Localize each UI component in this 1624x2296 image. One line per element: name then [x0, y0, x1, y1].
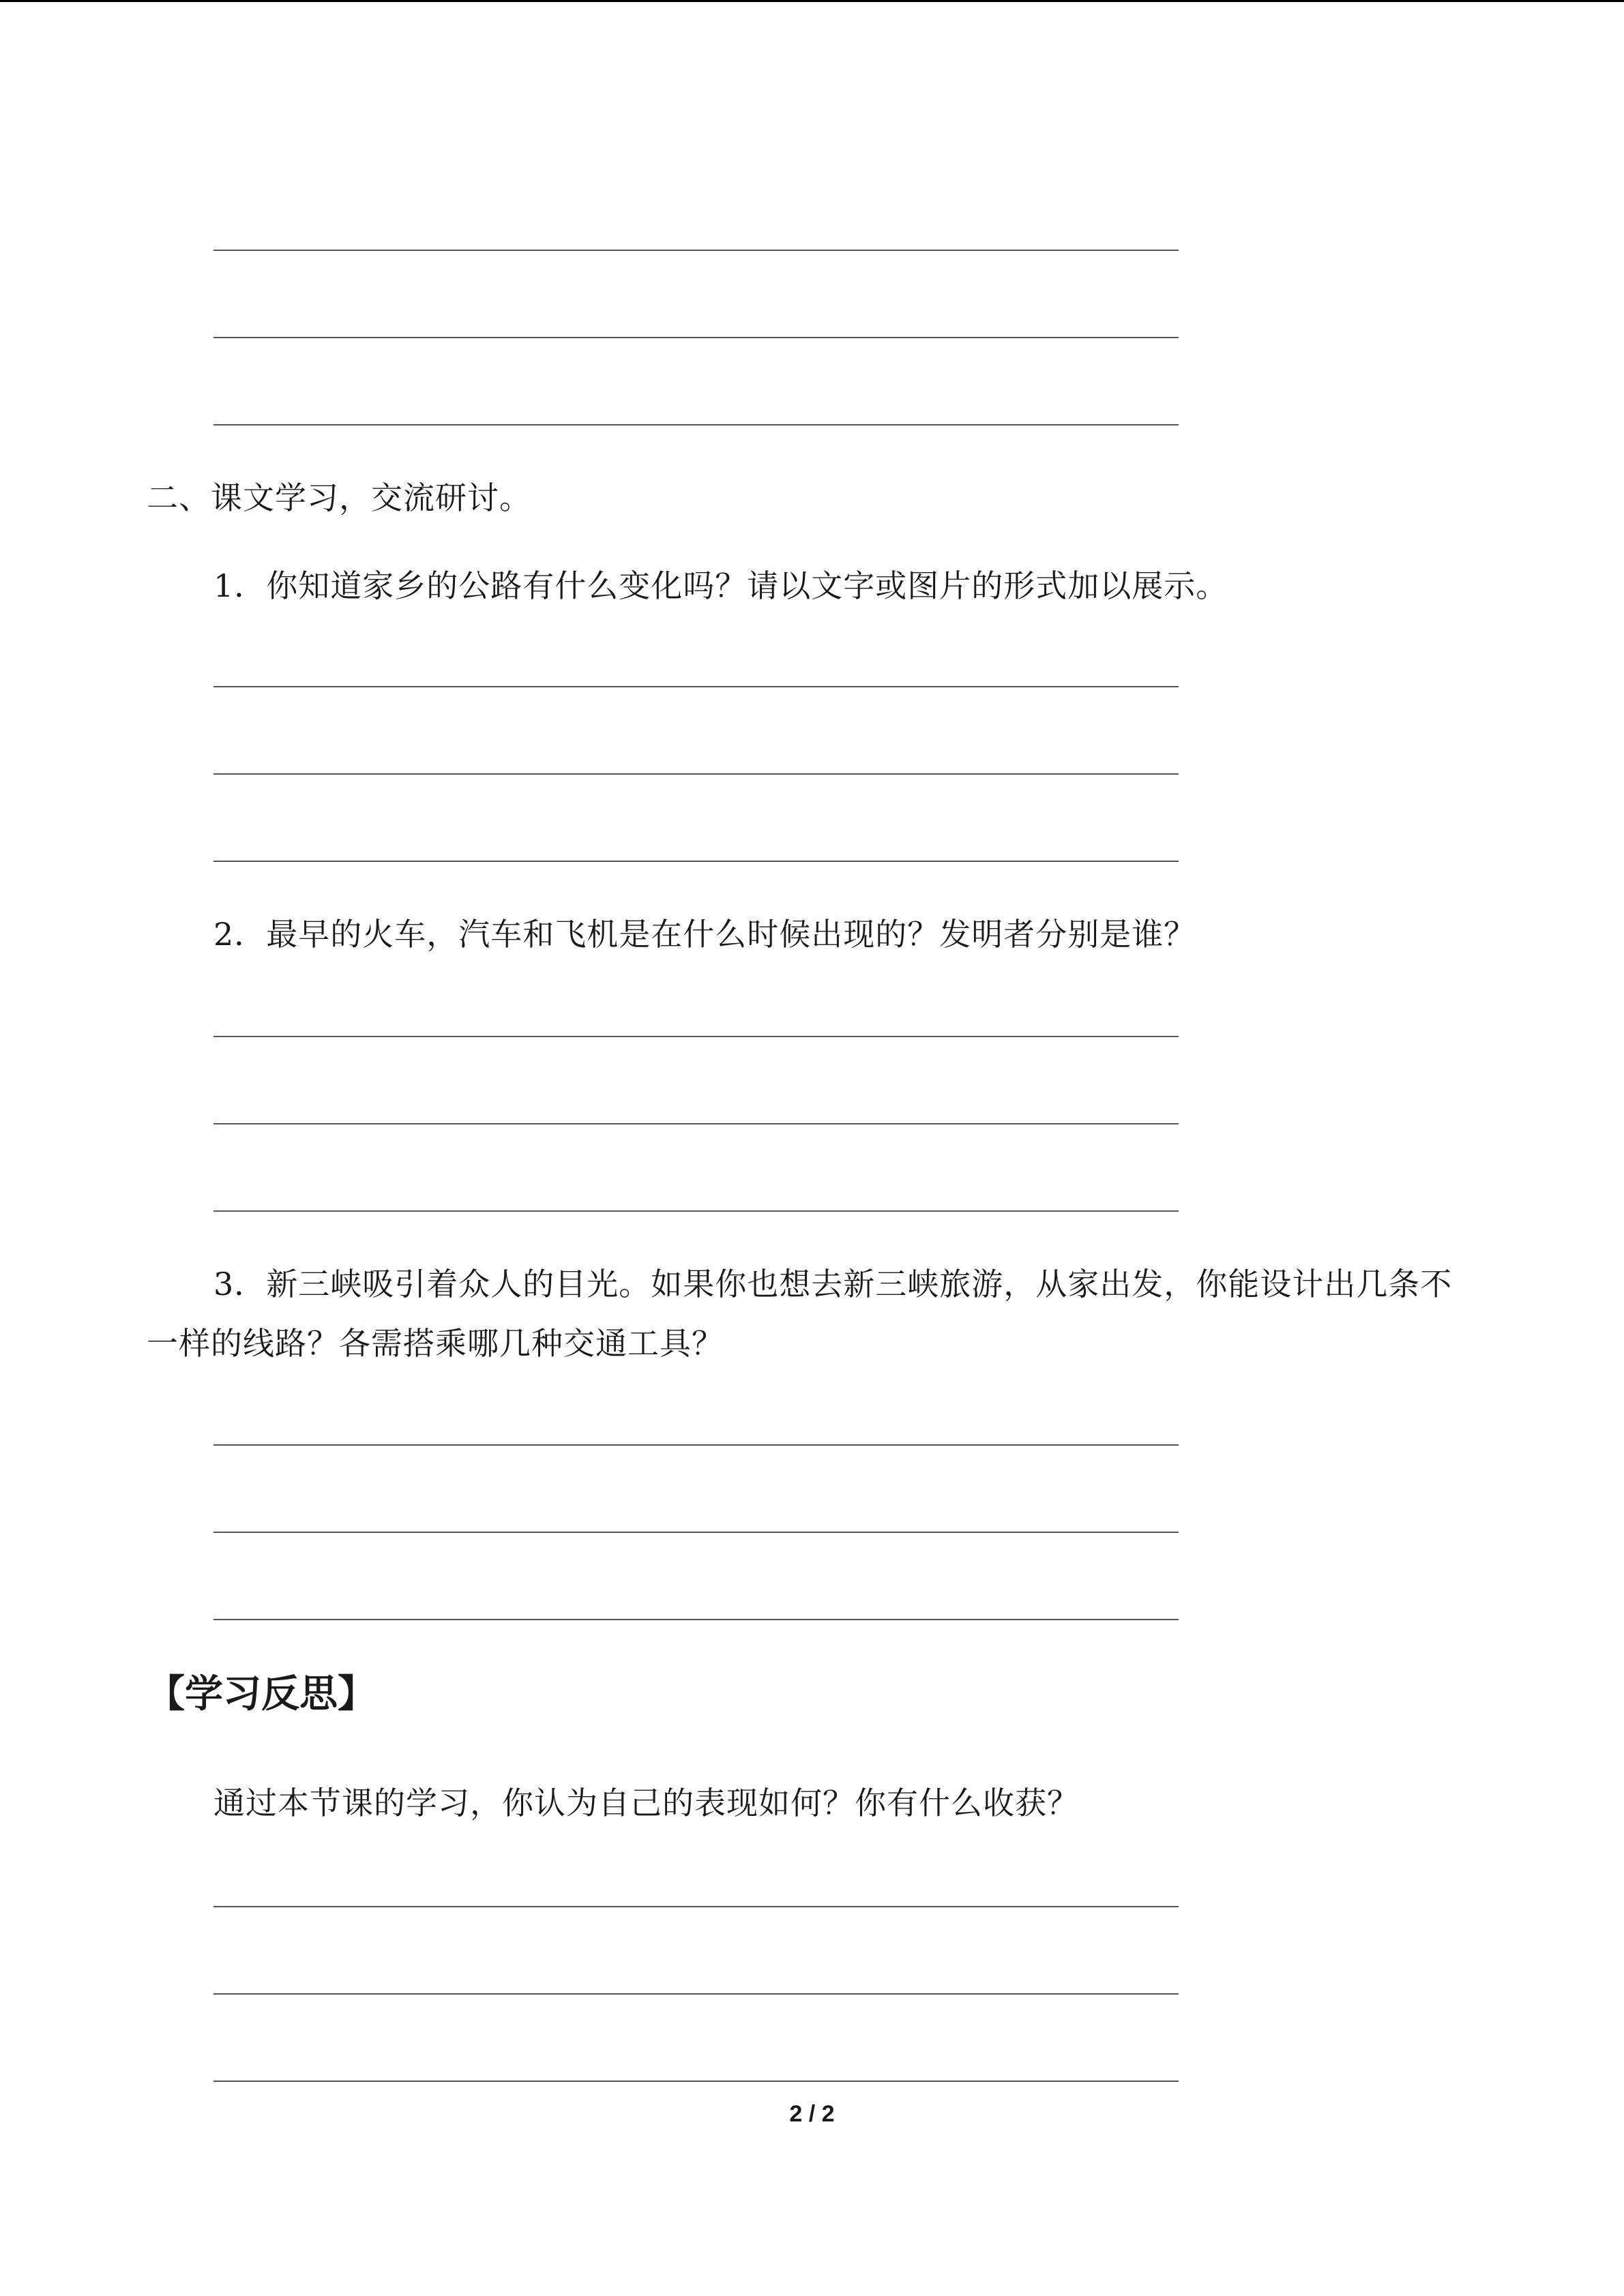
answer-line[interactable] [213, 1036, 1179, 1037]
answer-line[interactable] [213, 2081, 1179, 2082]
answer-line[interactable] [213, 1993, 1179, 1995]
answer-line[interactable] [213, 861, 1179, 862]
answer-line[interactable] [213, 1619, 1179, 1620]
reflection-prompt: 通过本节课的学习，你认为自己的表现如何？你有什么收获？ [213, 1785, 1079, 1821]
answer-line[interactable] [213, 1123, 1179, 1124]
answer-line[interactable] [213, 337, 1179, 338]
reflection-heading: 【学习反思】 [147, 1672, 376, 1716]
question-3-line-2: 一样的线路？各需搭乘哪几种交通工具？ [147, 1325, 724, 1362]
question-2: 2．最早的火车，汽车和飞机是在什么时候出现的？发明者分别是谁？ [213, 916, 1196, 953]
answer-line[interactable] [213, 686, 1179, 687]
answer-line[interactable] [213, 250, 1179, 251]
page-number: 2 / 2 [789, 2101, 835, 2127]
answer-line[interactable] [213, 1906, 1179, 1907]
answer-line[interactable] [213, 1532, 1179, 1533]
answer-line[interactable] [213, 424, 1179, 426]
answer-line[interactable] [213, 773, 1179, 775]
question-1: 1．你知道家乡的公路有什么变化吗？请以文字或图片的形式加以展示。 [213, 567, 1228, 604]
section-title: 二、课文学习，交流研讨。 [147, 479, 531, 516]
top-border-rule [0, 0, 1624, 2]
answer-line[interactable] [213, 1210, 1179, 1212]
answer-line[interactable] [213, 1444, 1179, 1446]
question-3-line-1: 3．新三峡吸引着众人的目光。如果你也想去新三峡旅游，从家出发，你能设计出几条不 [213, 1266, 1453, 1302]
